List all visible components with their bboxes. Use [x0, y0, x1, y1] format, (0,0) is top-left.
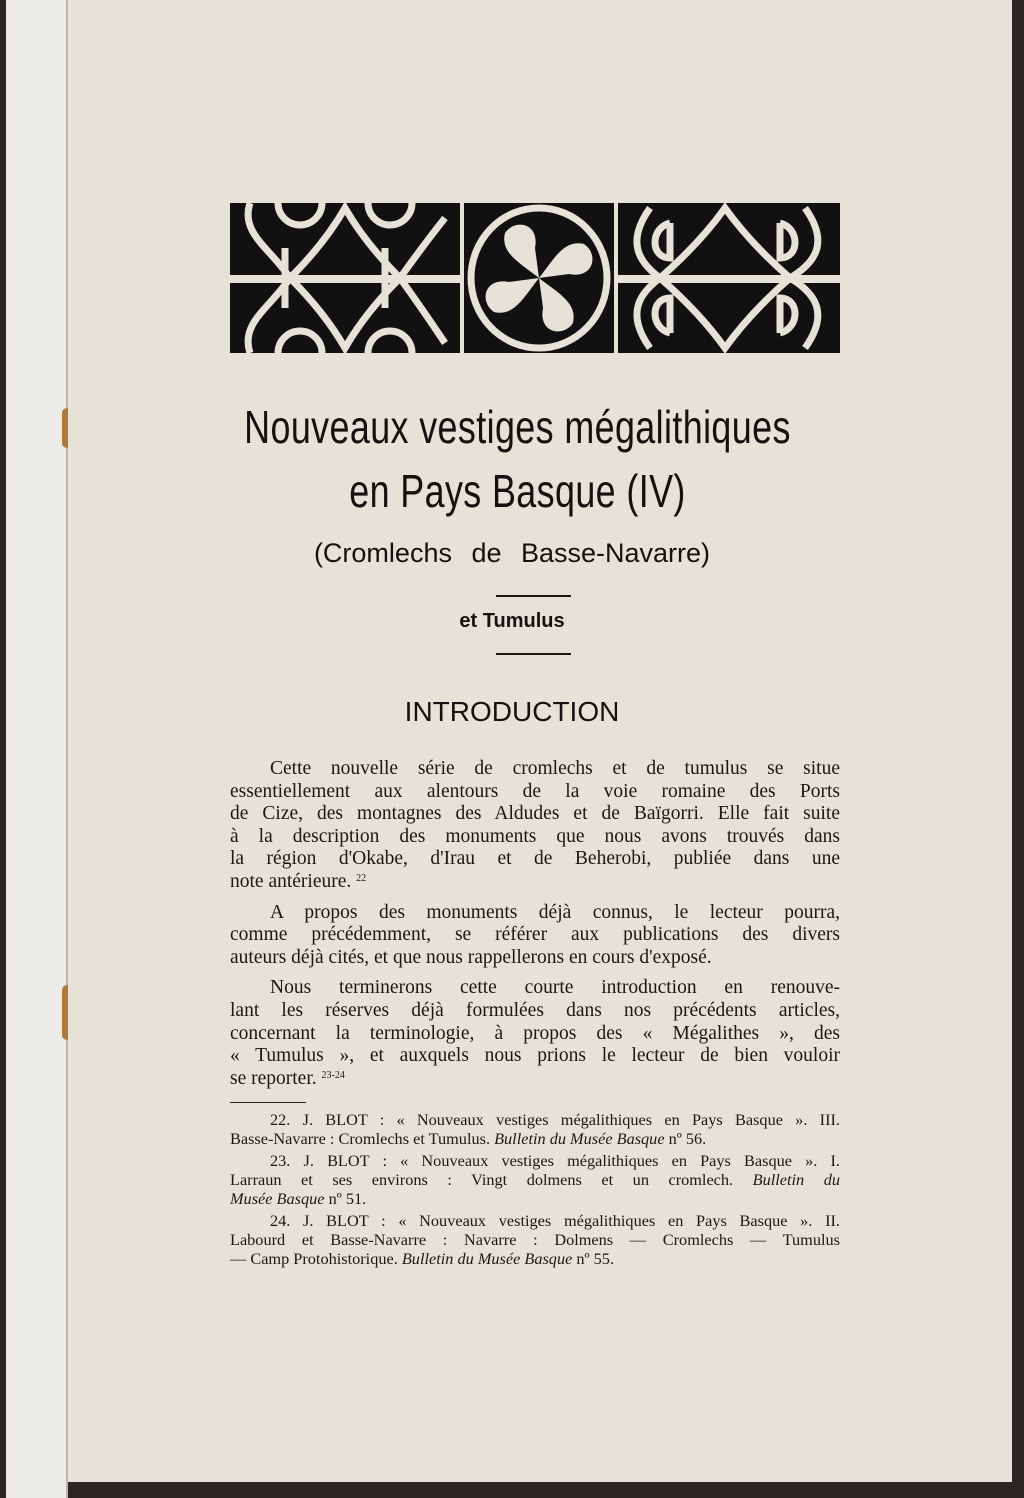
divider	[496, 595, 571, 597]
footnote-text: nº 56.	[664, 1129, 707, 1148]
footnote-ref[interactable]: 23-24	[321, 1069, 345, 1081]
journal-title: Musée Basque	[230, 1189, 325, 1208]
footnote	[230, 1211, 840, 1268]
footnote-line	[230, 1110, 840, 1129]
line-text: Nous terminerons cette courte introduction en renouve-	[270, 977, 840, 999]
text-line	[230, 977, 840, 1000]
subtitle-tumulus: et Tumulus	[459, 610, 565, 632]
line-text: à la description des monuments que nous avons trouvés dans	[230, 825, 840, 847]
footnote-line	[230, 1211, 840, 1230]
footnote-text: Labourd et Basse-Navarre : Navarre : Dolmens — Cromlechs — Tumulus	[230, 1230, 840, 1249]
text-line	[230, 803, 840, 826]
line-text: se reporter.	[230, 1067, 317, 1089]
text-line	[230, 1000, 840, 1023]
journal-title: Bulletin du Musée Basque	[494, 1129, 665, 1148]
text-line	[230, 848, 840, 871]
line-text: la région d'Okabe, d'Irau et de Beherobi, publiée dans une	[230, 848, 840, 870]
text-line	[230, 781, 840, 804]
paragraph	[230, 758, 840, 894]
section-heading: INTRODUCTION	[404, 696, 620, 727]
facing-page-edge	[6, 0, 68, 1498]
line-text: « Tumulus », et auxquels nous prions le lecteur de bien vouloir	[230, 1045, 840, 1067]
line-text: de Cize, des montagnes des Aldudes et de Baïgorri. Elle fait suite	[230, 803, 840, 825]
text-line	[230, 1023, 840, 1046]
line-text: note antérieure.	[230, 870, 352, 892]
journal-title: Bulletin du Musée Basque	[401, 1249, 573, 1268]
text-line	[230, 758, 840, 781]
text-line	[230, 871, 840, 894]
line-text: A propos des monuments déjà connus, le lecteur pourra,	[270, 901, 840, 923]
line-text: concernant la terminologie, à propos des « Mégalithes », des	[230, 1022, 840, 1044]
footnote	[230, 1151, 840, 1208]
basque-ornament-banner	[230, 203, 840, 353]
text-line	[230, 1045, 840, 1068]
paragraph	[230, 902, 840, 970]
text-line	[230, 947, 840, 970]
text-line	[230, 902, 840, 925]
footnote-text: 23. J. BLOT : « Nouveaux vestiges mégalithiques en Pays Basque ». I.	[270, 1151, 840, 1170]
paragraph	[230, 977, 840, 1090]
footnote-text: Basse-Navarre : Cromlechs et Tumulus.	[230, 1129, 495, 1148]
body-text	[230, 758, 840, 1098]
text-line	[230, 1068, 840, 1091]
text-line	[230, 924, 840, 947]
subtitle: (Cromlechs de Basse-Navarre)	[313, 538, 711, 568]
footnote-ref[interactable]: 22	[356, 872, 367, 884]
footnote-text: — Camp Protohistorique.	[230, 1249, 402, 1268]
title-line-2: en Pays Basque (IV)	[349, 465, 686, 517]
footnote-text: nº 51.	[324, 1189, 367, 1208]
footnote-line	[230, 1170, 840, 1189]
text-line	[230, 826, 840, 849]
divider	[496, 653, 571, 655]
footnote-line	[230, 1151, 840, 1170]
line-text: auteurs déjà cités, et que nous rappellerons en cours d'exposé.	[230, 946, 712, 968]
footnote-line	[230, 1249, 840, 1268]
line-text: comme précédemment, se référer aux publications des divers	[230, 924, 840, 946]
title-line-1: Nouveaux vestiges mégalithiques	[244, 401, 791, 453]
footnote-divider	[230, 1102, 306, 1103]
line-text: lant les réserves déjà formulées dans nos précédents articles,	[230, 999, 840, 1021]
footnote-text: nº 55.	[572, 1249, 615, 1268]
footnote-line	[230, 1189, 840, 1208]
line-text: essentiellement aux alentours de la voie romaine des Ports	[230, 780, 840, 802]
footnote	[230, 1110, 840, 1148]
footnote-line	[230, 1230, 840, 1249]
footnote-text: Larraun et ses environs : Vingt dolmens et un cromlech.	[230, 1170, 753, 1189]
footnote-line	[230, 1129, 840, 1148]
footnotes	[230, 1110, 840, 1271]
footnote-text: 24. J. BLOT : « Nouveaux vestiges mégalithiques en Pays Basque ». II.	[270, 1211, 840, 1230]
line-text: Cette nouvelle série de cromlechs et de tumulus se situe	[270, 758, 840, 779]
journal-title: Bulletin du	[752, 1170, 841, 1189]
footnote-text: 22. J. BLOT : « Nouveaux vestiges mégalithiques en Pays Basque ». III.	[270, 1110, 840, 1129]
